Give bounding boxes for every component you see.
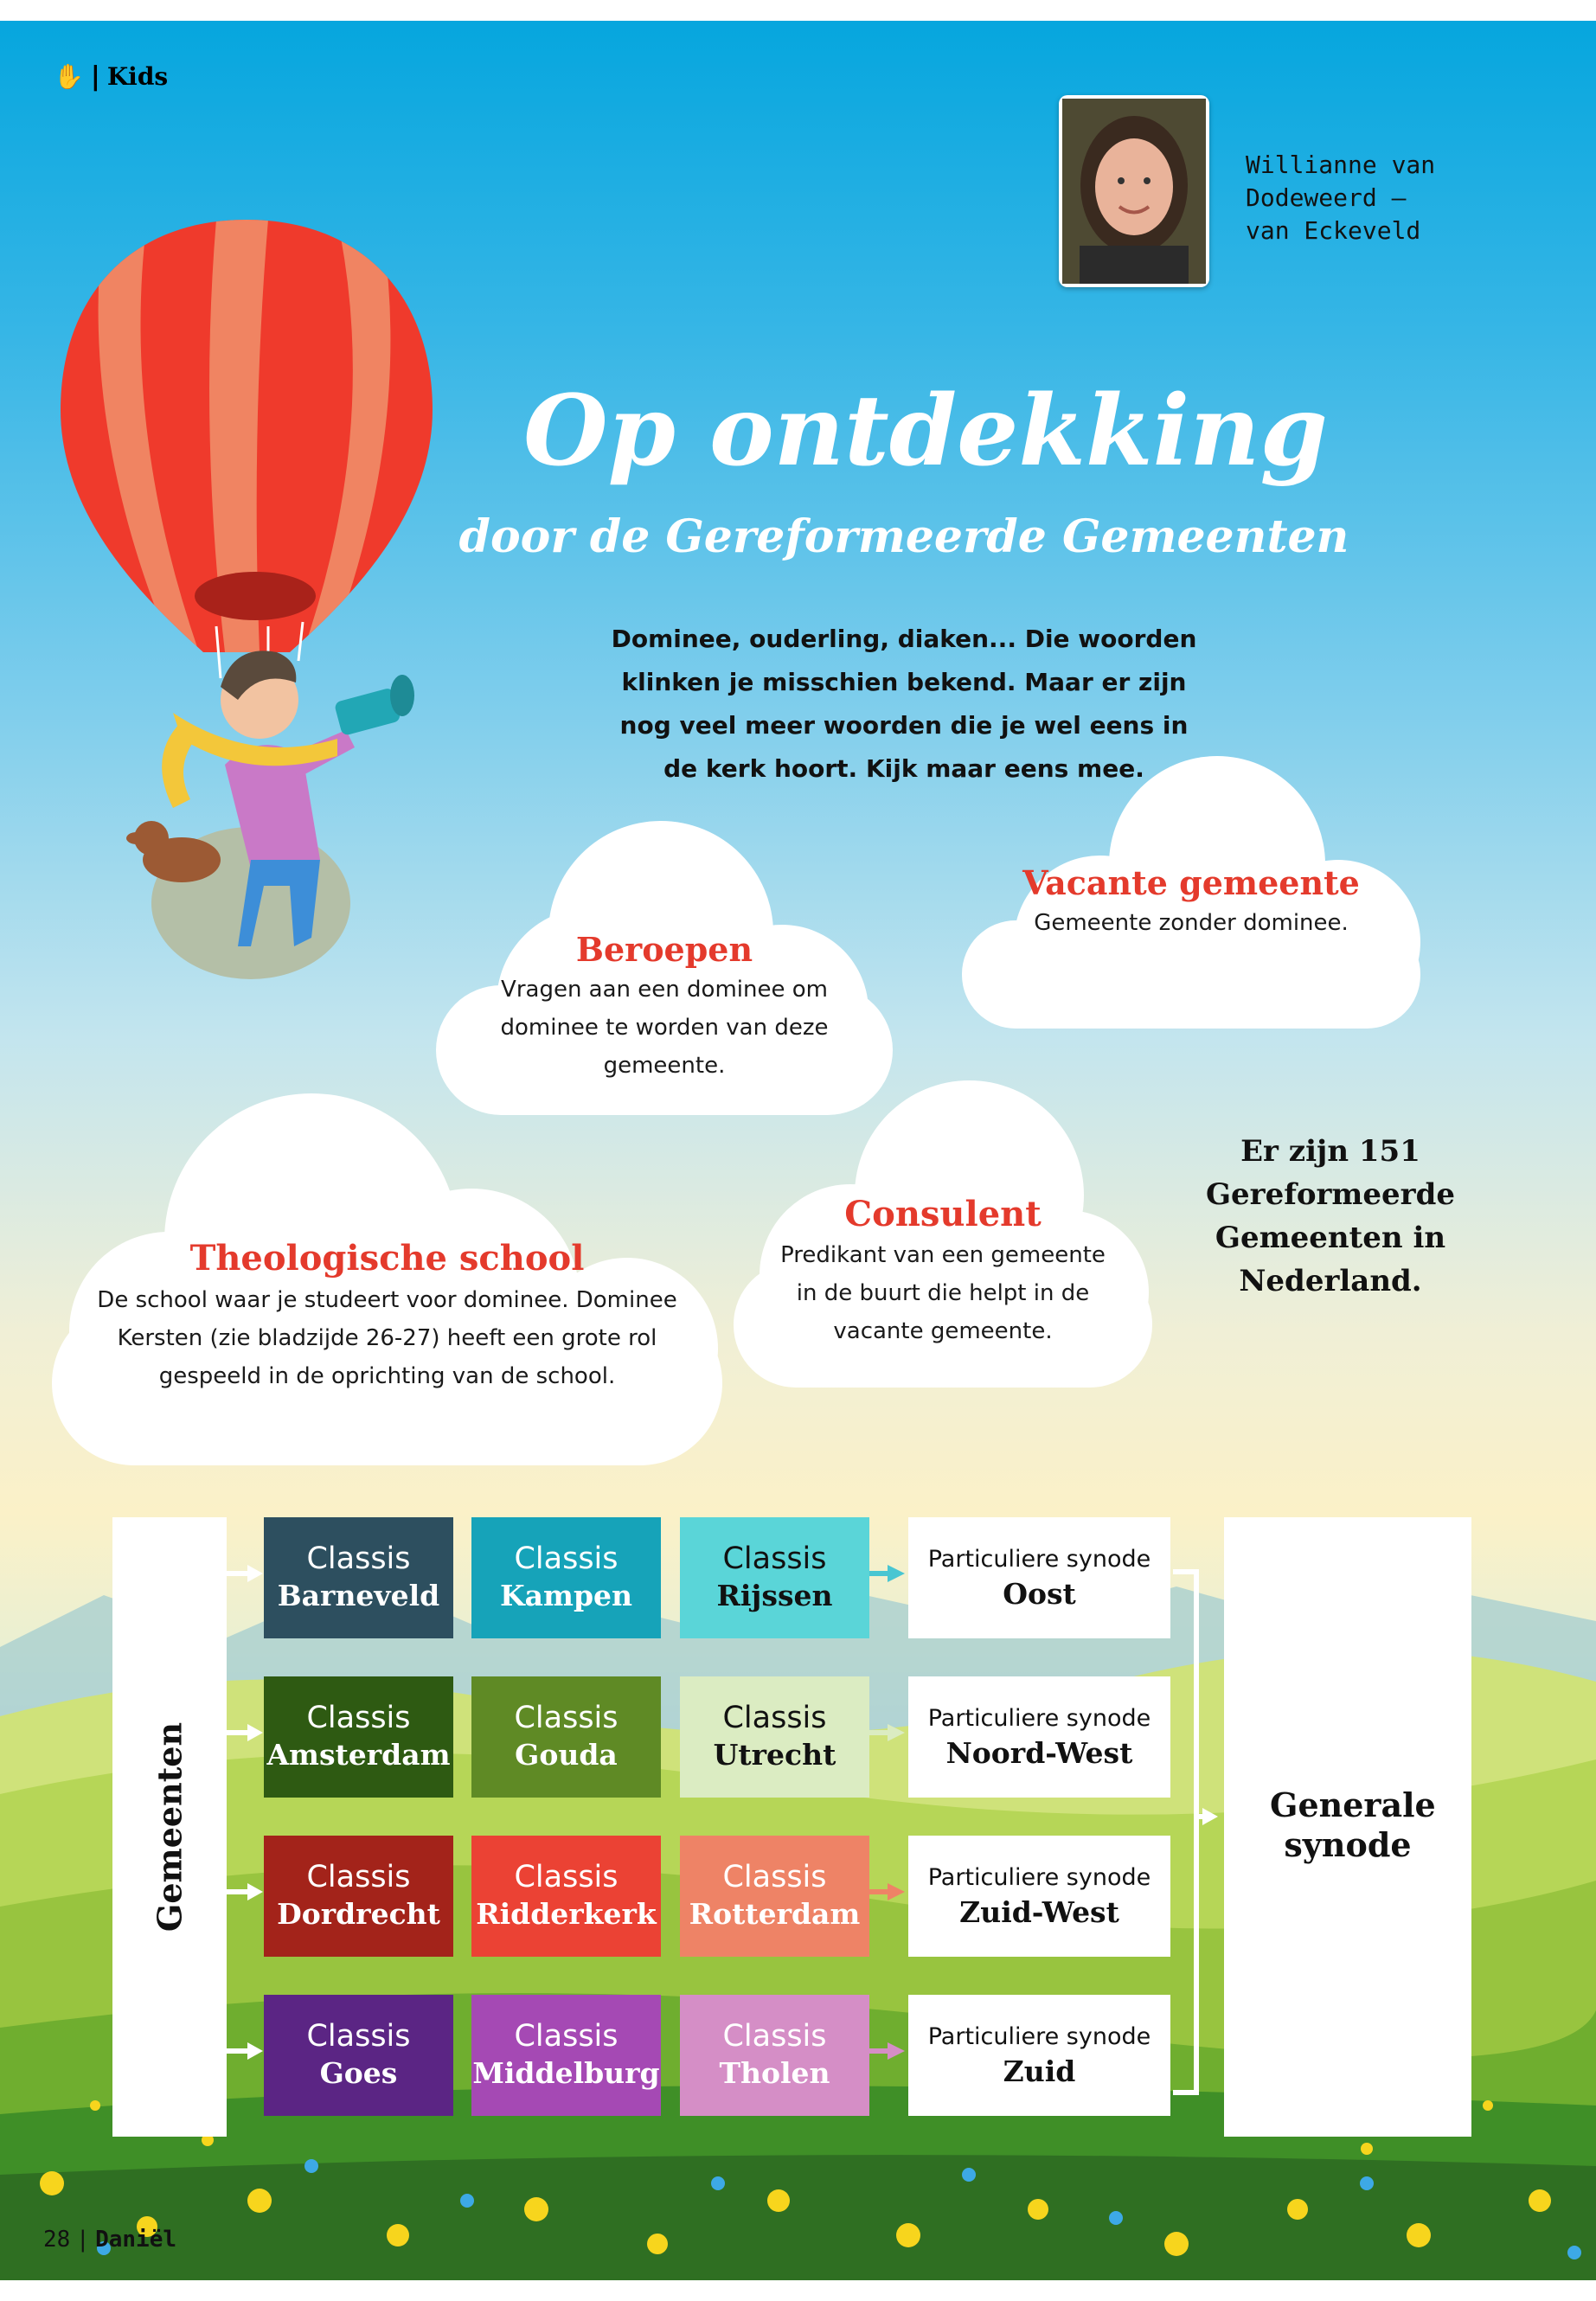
classis-label: Classis	[514, 2019, 619, 2054]
hand-icon: ✋	[54, 61, 84, 91]
footer	[43, 2227, 176, 2253]
gemeenten-column	[112, 1517, 227, 2137]
particuliere-synode-zuid-west	[908, 1836, 1170, 1957]
synode-label: Particuliere synode	[927, 2023, 1151, 2050]
classis-label: Classis	[306, 1701, 411, 1735]
classis-label: Classis	[722, 1860, 827, 1894]
classis-label: Classis	[514, 1541, 619, 1576]
cloud-text: De school waar je studeert voor dominee. Dominee Kersten (zie bladzijde 26-27) heeft een grote rol gespeeld in de oprichting van de school.	[97, 1287, 677, 1389]
section-header	[54, 59, 168, 93]
cloud-title: Consulent	[844, 1194, 1042, 1234]
particuliere-synode-oost	[908, 1517, 1170, 1638]
cloud-title: Vacante gemeente	[1022, 863, 1360, 902]
classis-name: Goes	[319, 2056, 398, 2090]
generale-synode-label: Generale synode	[1270, 1785, 1436, 1864]
arrow-to-synode	[869, 1730, 888, 1735]
classis-middelburg	[471, 1995, 661, 2116]
cloud-vacante-gemeente	[962, 756, 1420, 1029]
arrow-from-gemeenten	[227, 1889, 249, 1894]
cloud-title: Beroepen	[575, 930, 753, 969]
synode-name: Zuid-West	[959, 1895, 1119, 1929]
classis-tholen	[680, 1995, 869, 2116]
footer-divider: |	[79, 2227, 87, 2253]
cloud-title: Theologische school	[189, 1238, 585, 1279]
classis-rijssen	[680, 1517, 869, 1638]
classis-goes	[264, 1995, 453, 2116]
magazine-page	[0, 21, 1596, 2280]
arrow-head	[888, 1724, 905, 1741]
arrow-head	[888, 1565, 905, 1582]
arrow-head	[247, 1883, 263, 1900]
classis-barneveld	[264, 1517, 453, 1638]
classis-name: Rijssen	[716, 1579, 833, 1612]
cloud-text: Vragen aan een dominee om dominee te worden van deze gemeente.	[500, 977, 829, 1079]
classis-label: Classis	[722, 1541, 827, 1576]
classis-label: Classis	[722, 1701, 827, 1735]
classis-name: Ridderkerk	[476, 1897, 657, 1931]
arrow-from-gemeenten	[227, 2048, 249, 2054]
page-subtitle: door de Gereformeerde Gemeenten	[458, 510, 1349, 563]
arrow-to-synode	[869, 1889, 888, 1894]
classis-utrecht	[680, 1676, 869, 1798]
classis-name: Utrecht	[713, 1738, 836, 1772]
classis-name: Tholen	[719, 2056, 830, 2090]
cloud-text: Predikant van een gemeente in de buurt die helpt in de vacante gemeente.	[780, 1242, 1106, 1344]
arrow-head	[247, 1724, 263, 1741]
author-photo	[1059, 95, 1209, 287]
classis-name: Gouda	[515, 1738, 618, 1772]
classis-name: Kampen	[499, 1579, 633, 1612]
synode-name: Noord-West	[945, 1736, 1133, 1770]
classis-label: Classis	[722, 2019, 827, 2054]
classis-gouda	[471, 1676, 661, 1798]
header-divider: |	[90, 61, 100, 92]
arrow-to-synode	[869, 2048, 888, 2054]
classis-name: Barneveld	[277, 1579, 440, 1612]
section-label: Kids	[106, 61, 169, 91]
classis-name: Rotterdam	[689, 1897, 861, 1931]
classis-label: Classis	[306, 1860, 411, 1894]
arrow-head	[247, 2042, 263, 2060]
magazine-name: Daniël	[95, 2227, 176, 2253]
generale-synode-column	[1224, 1517, 1471, 2137]
classis-label: Classis	[306, 2019, 411, 2054]
arrow-from-gemeenten	[227, 1571, 249, 1576]
page-title: Op ontdekking	[523, 375, 1328, 488]
classis-dordrecht	[264, 1836, 453, 1957]
synode-name: Oost	[1003, 1577, 1076, 1611]
gemeenten-label: Gemeenten	[150, 1721, 189, 1932]
fact-text: Er zijn 151 Gereformeerde Gemeenten in Nederland.	[1206, 1134, 1455, 1298]
arrow-head	[247, 1565, 263, 1582]
author-name: Willianne van Dodeweerd – van Eckeveld	[1246, 151, 1436, 245]
synode-label: Particuliere synode	[927, 1546, 1151, 1573]
arrow-head	[888, 1883, 905, 1900]
arrow-from-gemeenten	[227, 1730, 249, 1735]
arrow-head	[888, 2042, 905, 2060]
classis-rotterdam	[680, 1836, 869, 1957]
classis-name: Amsterdam	[266, 1738, 451, 1772]
classis-name: Middelburg	[472, 2056, 660, 2090]
synode-label: Particuliere synode	[927, 1864, 1151, 1891]
hot-air-balloon-illustration	[52, 202, 450, 998]
classis-ridderkerk	[471, 1836, 661, 1957]
classis-kampen	[471, 1517, 661, 1638]
arrow-to-generale-synode	[1202, 1808, 1218, 1825]
page-number: 28	[43, 2227, 71, 2253]
cloud-beroepen	[436, 821, 893, 1115]
classis-name: Dordrecht	[277, 1897, 440, 1931]
synode-name: Zuid	[1003, 2054, 1076, 2088]
classis-label: Classis	[306, 1541, 411, 1576]
synode-connector	[1173, 1569, 1199, 2095]
cloud-consulent	[734, 1080, 1152, 1388]
particuliere-synode-noord-west	[908, 1676, 1170, 1798]
cloud-text: Gemeente zonder dominee.	[1034, 910, 1349, 936]
classis-label: Classis	[514, 1701, 619, 1735]
particuliere-synode-zuid	[908, 1995, 1170, 2116]
synode-label: Particuliere synode	[927, 1705, 1151, 1732]
classis-label: Classis	[514, 1860, 619, 1894]
intro-text: Dominee, ouderling, diaken... Die woorden klinken je misschien bekend. Maar er zijn nog veel meer woorden die je wel eens in de kerk hoort. Kijk maar eens mee.	[611, 625, 1197, 783]
cloud-theologische-school	[52, 1093, 722, 1465]
arrow-to-synode	[869, 1571, 888, 1576]
classis-amsterdam	[264, 1676, 453, 1798]
